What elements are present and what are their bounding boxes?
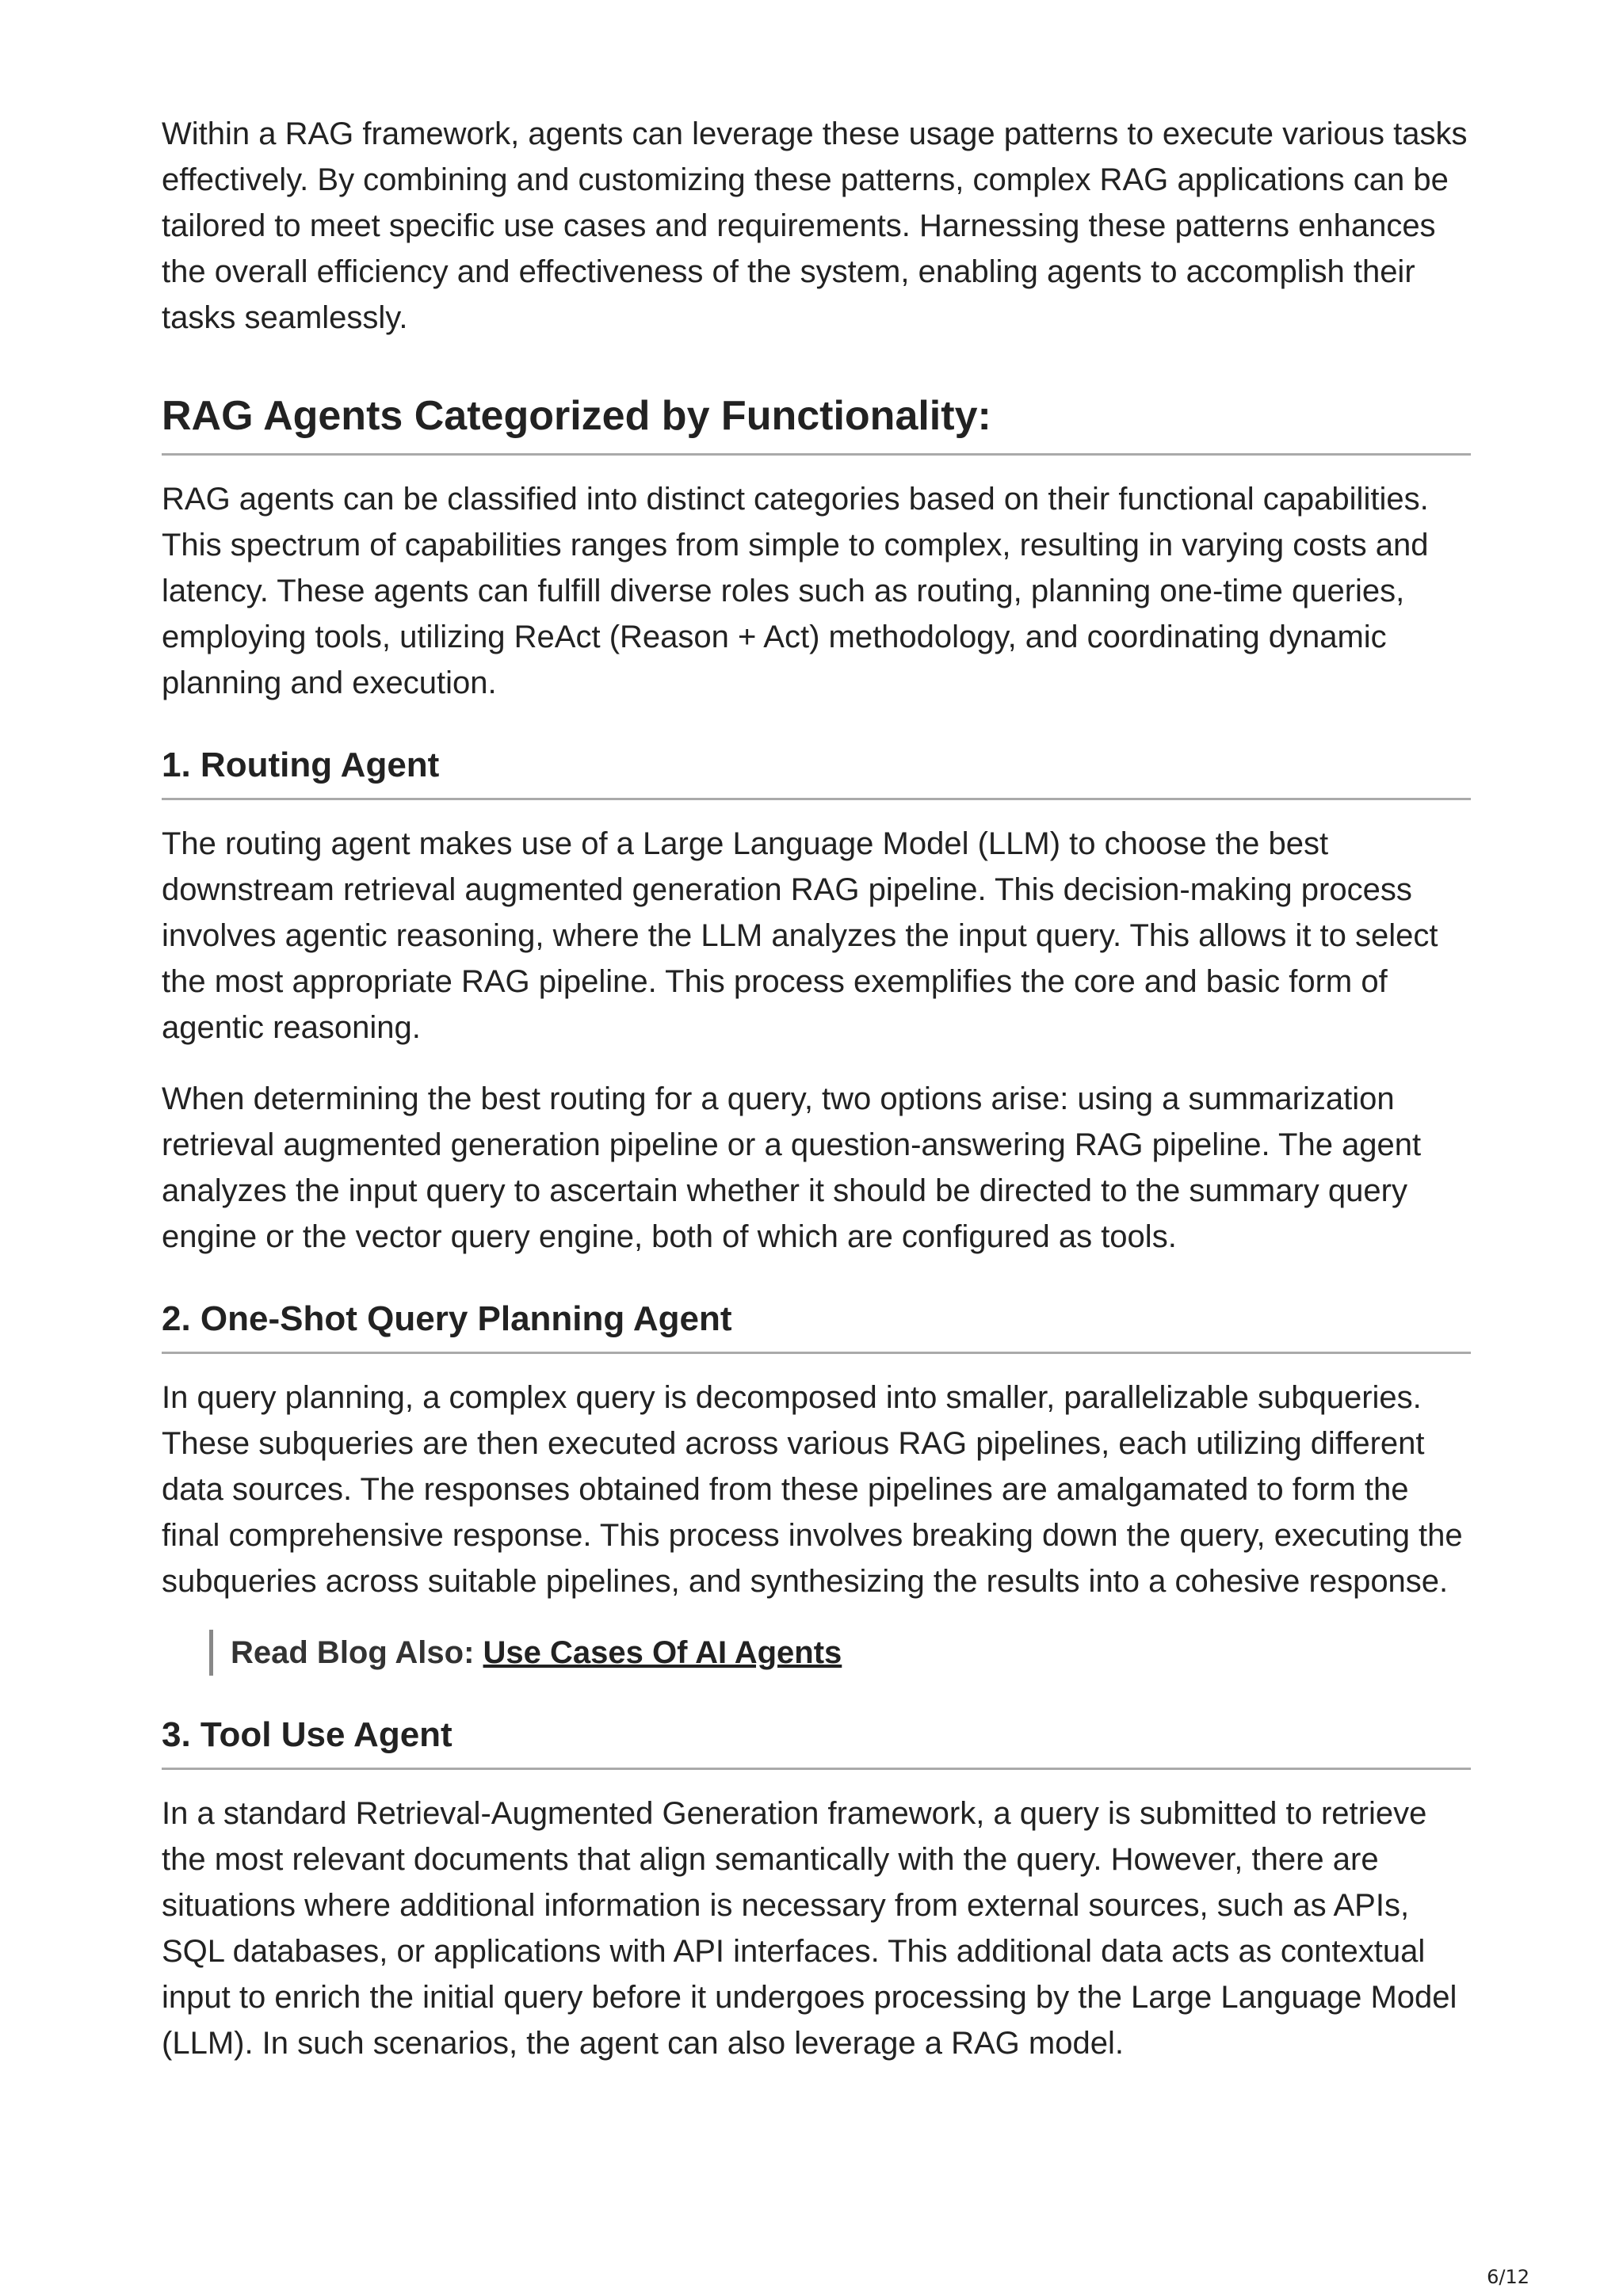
intro-paragraph: Within a RAG framework, agents can leverage these usage patterns to execute various tasks effectively. By combining and customizing these patterns, complex RAG applications can be tailored to meet specific use cases and requirements. Harnessing these patterns enhances the overall efficiency and effectiveness of the system, enabling agents to accomplish their tasks seamlessly. [162,116,1468,335]
tool-use-agent-paragraph: In a standard Retrieval-Augmented Generation framework, a query is submitted to retrieve the most relevant documents that align semantically with the query. However, there are situations where additional information is necessary from external sources, such as APIs, SQL databases, or applications with API interfaces. This additional data acts as contextual input to enrich the initial query before it undergoes processing by the Large Language Model (LLM). In such scenarios, the agent can also leverage a RAG model. [162,1796,1457,2061]
read-blog-callout [209,1630,1471,1676]
tool-use-agent-heading: 3. Tool Use Agent [162,1712,1471,1770]
query-planning-agent-paragraph: In query planning, a complex query is decomposed into smaller, parallelizable subqueries. These subqueries are then executed across various RAG pipelines, each utilizing different data sources. The responses obtained from these pipelines are amalgamated to form the final comprehensive response. This process involves breaking down the query, executing the subqueries across suitable pipelines, and synthesizing the results into a cohesive response. [162,1380,1463,1599]
routing-agent-paragraph-1: The routing agent makes use of a Large Language Model (LLM) to choose the best downstream retrieval augmented generation RAG pipeline. This decision-making process involves agentic reasoning, where the LLM analyzes the input query. This allows it to select the most appropriate RAG pipeline. This process exemplifies the core and basic form of agentic reasoning. [162,826,1438,1045]
section-paragraph: RAG agents can be classified into distinct categories based on their functional capabilities. This spectrum of capabilities ranges from simple to complex, resulting in varying costs and latency. These agents can fulfill diverse roles such as routing, planning one-time queries, employing tools, utilizing ReAct (Reason + Act) methodology, and coordinating dynamic planning and execution. [162,482,1429,700]
routing-agent-paragraph-2: When determining the best routing for a query, two options arise: using a summarization retrieval augmented generation pipeline or a question-answering RAG pipeline. The agent analyzes the input query to ascertain whether it should be directed to the summary query engine or the vector query engine, both of which are configured as tools. [162,1081,1422,1254]
section-heading: RAG Agents Categorized by Functionality: [162,390,1471,456]
read-blog-link[interactable]: Use Cases Of AI Agents [483,1635,842,1670]
document-page [162,111,1471,2066]
page-number: 6/12 [1487,2266,1529,2288]
routing-agent-heading: 1. Routing Agent [162,742,1471,800]
query-planning-agent-heading: 2. One-Shot Query Planning Agent [162,1296,1471,1354]
read-blog-label: Read Blog Also: [231,1635,483,1670]
